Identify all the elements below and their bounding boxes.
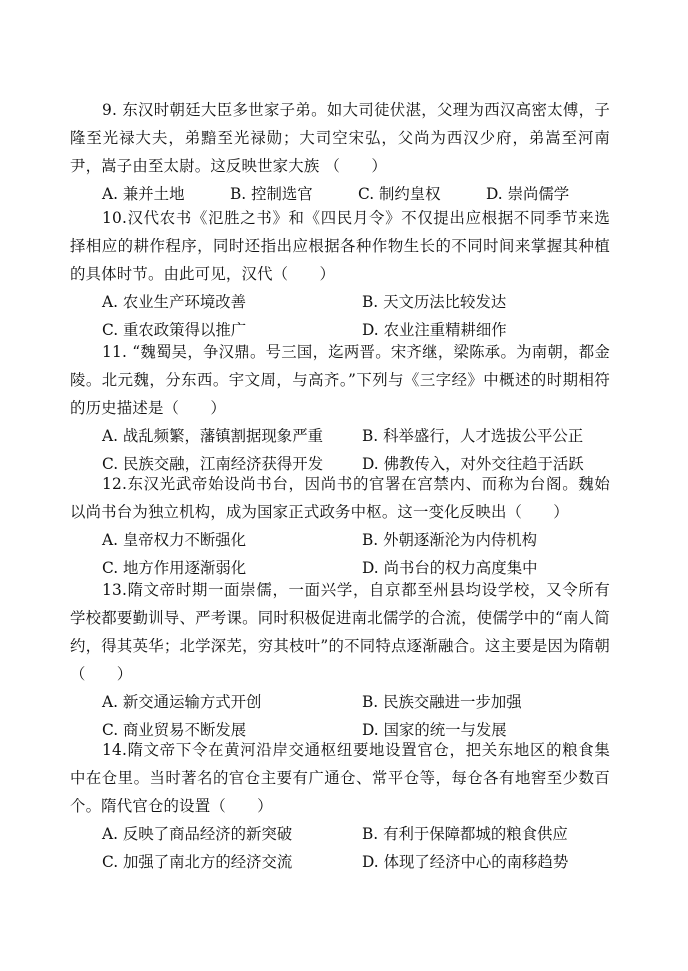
question-10-stem: 10.汉代农书《氾胜之书》和《四民月令》不仅提出应根据不同季节来选择相应的耕作程序，同时还指出应根据各种作物生长的不同时间来掌握其种植的具体时节。由此可见，汉代（ ） [70,209,610,283]
question-9-option-d[interactable]: D. 崇尚儒学 [486,185,570,203]
question-12-option-d[interactable]: D. 尚书台的权力高度集中 [362,559,538,577]
question-12-option-a[interactable]: A. 皇帝权力不断强化 [102,531,247,549]
question-11-option-c[interactable]: C. 民族交融，江南经济获得开发 [102,455,324,473]
question-14-option-c[interactable]: C. 加强了南北方的经济交流 [102,853,293,871]
question-14-stem: 14.隋文帝下令在黄河沿岸交通枢纽要地设置官仓，把关东地区的粮食集中在仓里。当时著名的官仓主要有广通仓、常平仓等，每仓各有地窖至少数百个。隋代官仓的设置（ ） [70,741,610,815]
question-9-option-c[interactable]: C. 制约皇权 [358,185,441,203]
question-9-option-b[interactable]: B. 控制选官 [230,185,313,203]
question-14-option-a[interactable]: A. 反映了商品经济的新突破 [102,825,293,843]
question-13 [70,576,610,744]
question-13-option-a[interactable]: A. 新交通运输方式开创 [102,693,262,711]
question-11-option-b[interactable]: B. 科举盛行，人才选拔公平公正 [362,427,584,445]
question-11-stem: 11. “魏蜀吴，争汉鼎。号三国，迄两晋。宋齐继，梁陈承。为南朝，都金陵。北元魏，分东西。宇文周，与高齐。”下列与《三字经》中概述的时期相符的历史描述是（ ） [70,343,610,417]
question-14 [70,736,610,876]
question-12 [70,470,610,582]
question-13-option-b[interactable]: B. 民族交融进一步加强 [362,693,522,711]
question-9 [70,96,610,208]
question-14-option-b[interactable]: B. 有利于保障都城的粮食供应 [362,825,568,843]
question-12-option-c[interactable]: C. 地方作用逐渐弱化 [102,559,247,577]
question-10 [70,204,610,344]
question-11 [70,338,610,478]
question-12-stem: 12.东汉光武帝始设尚书台，因尚书的官署在宫禁内、而称为台阁。魏始以尚书台为独立机构，成为国家正式政务中枢。这一变化反映出（ ） [70,475,610,521]
question-10-options [70,288,610,344]
question-12-options [70,526,610,582]
question-10-option-d[interactable]: D. 农业注重精耕细作 [362,321,507,339]
question-14-option-d[interactable]: D. 体现了经济中心的南移趋势 [362,853,569,871]
question-13-stem: 13.隋文帝时期一面崇儒，一面兴学，自京都至州县均设学校，又令所有学校都要勤训导、严考课。同时积极促进南北儒学的合流，使儒学中的“南人简约，得其英华；北学深芜，穷其枝叶”的不同特点逐渐融合。这主要是因为隋朝（ ） [70,581,610,683]
question-14-options [70,820,610,876]
question-11-option-a[interactable]: A. 战乱频繁，藩镇割据现象严重 [102,427,323,445]
question-10-option-c[interactable]: C. 重农政策得以推广 [102,321,247,339]
question-10-option-b[interactable]: B. 天文历法比较发达 [362,293,507,311]
question-11-option-d[interactable]: D. 佛教传入，对外交往趋于活跃 [362,455,584,473]
question-13-option-c[interactable]: C. 商业贸易不断发展 [102,721,247,739]
question-12-option-b[interactable]: B. 外朝逐渐沦为内侍机构 [362,531,538,549]
question-10-option-a[interactable]: A. 农业生产环境改善 [102,293,247,311]
question-9-option-a[interactable]: A. 兼并土地 [102,185,185,203]
question-9-stem: 9. 东汉时朝廷大臣多世家子弟。如大司徒伏湛，父理为西汉高密太傅，子隆至光禄大夫，弟黯至光禄勋；大司空宋弘，父尚为西汉少府，弟嵩至河南尹，嵩子由至太尉。这反映世家大族 （ ） [70,101,610,175]
question-13-option-d[interactable]: D. 国家的统一与发展 [362,721,507,739]
